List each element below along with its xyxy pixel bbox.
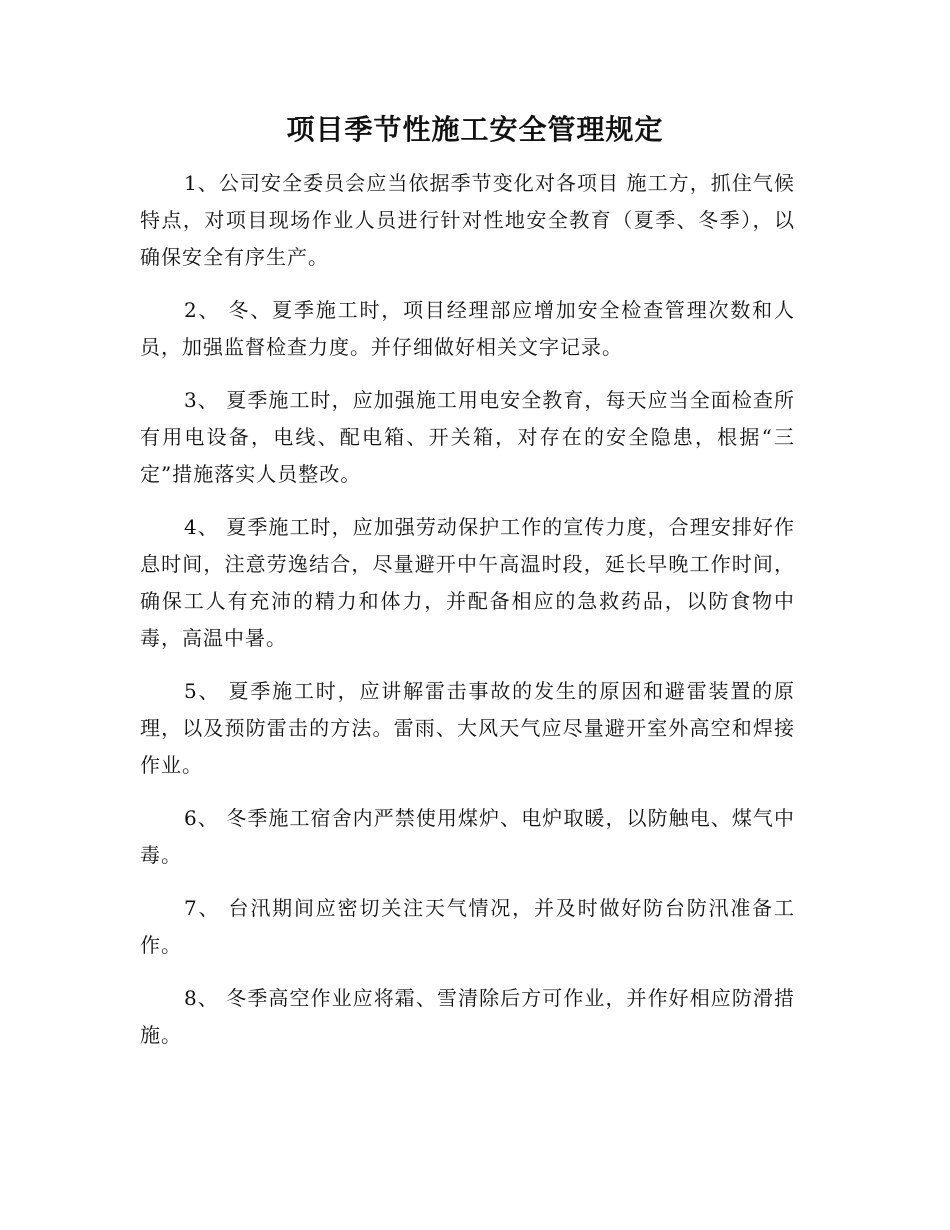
document-title: 项目季节性施工安全管理规定 [286,113,664,146]
paragraph-6: 6、 冬季施工宿舍内严禁使用煤炉、电炉取暖，以防触电、煤气中毒。 [140,806,795,867]
paragraph-5: 5、 夏季施工时，应讲解雷击事故的发生的原因和避雷装置的原理，以及预防雷击的方法。雷雨、大风天气应尽量避开室外高空和焊接作业。 [140,679,795,777]
document-body [140,165,795,1070]
paragraph-4: 4、 夏季施工时，应加强劳动保护工作的宣传力度，合理安排好作息时间，注意劳逸结合，尽量避开中午高温时段，延长早晚工作时间，确保工人有充沛的精力和体力，并配备相应的急救药品，以防食物中毒，高温中暑。 [140,515,795,650]
paragraph-3: 3、 夏季施工时，应加强施工用电安全教育，每天应当全面检查所有用电设备，电线、配电箱、开关箱，对存在的安全隐患，根据“三定”措施落实人员整改。 [140,388,795,486]
paragraph-8: 8、 冬季高空作业应将霜、雪清除后方可作业，并作好相应防滑措施。 [140,986,795,1047]
paragraph-7: 7、 台汛期间应密切关注天气情况，并及时做好防台防汛准备工作。 [140,896,795,957]
paragraph-1: 1、公司安全委员会应当依据季节变化对各项目 施工方，抓住气候特点，对项目现场作业人员进行针对性地安全教育（夏季、冬季），以确保安全有序生产。 [140,171,795,269]
paragraph-2: 2、 冬、夏季施工时，项目经理部应增加安全检查管理次数和人员，加强监督检查力度。并仔细做好相关文字记录。 [140,298,795,359]
